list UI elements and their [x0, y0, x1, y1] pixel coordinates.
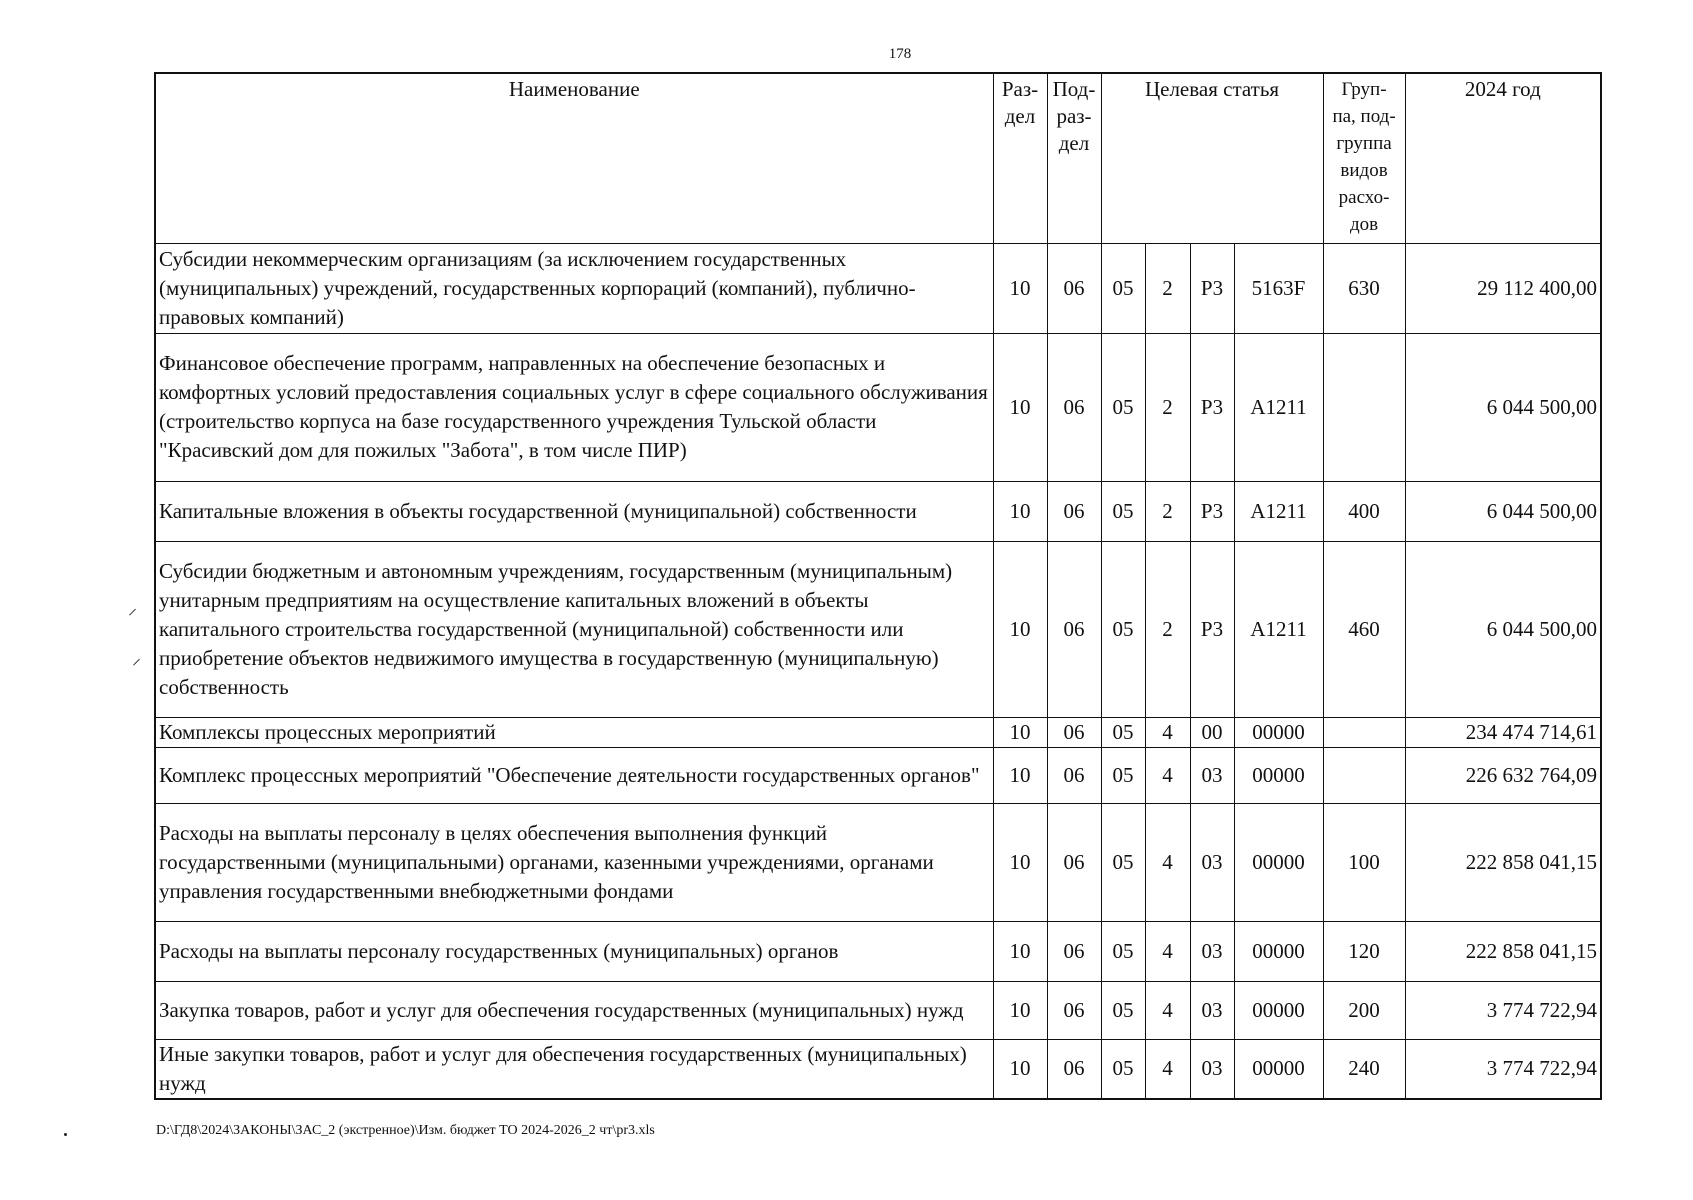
- header-gruppa-vidov-raskhodov: Груп- па, под- группа видов расхо- дов: [1323, 73, 1405, 243]
- row-amount: 226 632 764,09: [1405, 747, 1601, 803]
- row-name: Расходы на выплаты персоналу государственных (муниципальных) органов: [155, 921, 993, 981]
- row-tselevaya-1: 05: [1101, 541, 1145, 717]
- row-tselevaya-3: 03: [1190, 747, 1234, 803]
- row-razdel: 10: [993, 243, 1047, 333]
- row-tselevaya-1: 05: [1101, 981, 1145, 1039]
- row-tselevaya-1: 05: [1101, 803, 1145, 921]
- row-vid-raskhodov: 630: [1323, 243, 1405, 333]
- row-razdel: 10: [993, 747, 1047, 803]
- budget-table: [154, 72, 1602, 1100]
- row-amount: 222 858 041,15: [1405, 803, 1601, 921]
- row-tselevaya-2: 4: [1145, 921, 1190, 981]
- row-amount: 6 044 500,00: [1405, 481, 1601, 541]
- row-amount: 6 044 500,00: [1405, 541, 1601, 717]
- table-row: [155, 981, 1601, 1039]
- header-year: 2024 год: [1405, 73, 1601, 243]
- margin-mark: ⸝: [128, 598, 137, 618]
- row-podrazdel: 06: [1047, 243, 1101, 333]
- margin-mark: ⸝: [132, 648, 141, 668]
- row-vid-raskhodov: [1323, 747, 1405, 803]
- header-podrazdel: Под- раз- дел: [1047, 73, 1101, 243]
- row-tselevaya-2: 4: [1145, 803, 1190, 921]
- row-vid-raskhodov: [1323, 717, 1405, 747]
- row-tselevaya-4: 00000: [1234, 1039, 1323, 1099]
- row-tselevaya-1: 05: [1101, 1039, 1145, 1099]
- table-header-row: [155, 73, 1601, 243]
- header-tselevaya-statya: Целевая статья: [1101, 73, 1323, 243]
- row-razdel: 10: [993, 717, 1047, 747]
- row-podrazdel: 06: [1047, 803, 1101, 921]
- row-tselevaya-2: 2: [1145, 541, 1190, 717]
- row-razdel: 10: [993, 803, 1047, 921]
- row-podrazdel: 06: [1047, 1039, 1101, 1099]
- table-row: [155, 803, 1601, 921]
- table-row: [155, 333, 1601, 481]
- row-vid-raskhodov: 460: [1323, 541, 1405, 717]
- row-tselevaya-4: 5163F: [1234, 243, 1323, 333]
- row-podrazdel: 06: [1047, 333, 1101, 481]
- row-name: Иные закупки товаров, работ и услуг для обеспечения государственных (муниципальных) нужд: [155, 1039, 993, 1099]
- row-tselevaya-4: 00000: [1234, 803, 1323, 921]
- row-podrazdel: 06: [1047, 481, 1101, 541]
- row-tselevaya-1: 05: [1101, 747, 1145, 803]
- page-number: 178: [888, 46, 912, 62]
- row-tselevaya-3: 03: [1190, 1039, 1234, 1099]
- row-tselevaya-3: Р3: [1190, 333, 1234, 481]
- row-vid-raskhodov: 200: [1323, 981, 1405, 1039]
- row-tselevaya-4: 00000: [1234, 921, 1323, 981]
- row-name: Закупка товаров, работ и услуг для обеспечения государственных (муниципальных) нужд: [155, 981, 993, 1039]
- row-amount: 29 112 400,00: [1405, 243, 1601, 333]
- row-tselevaya-3: Р3: [1190, 541, 1234, 717]
- row-amount: 234 474 714,61: [1405, 717, 1601, 747]
- table-row: [155, 243, 1601, 333]
- row-tselevaya-1: 05: [1101, 717, 1145, 747]
- row-vid-raskhodov: 100: [1323, 803, 1405, 921]
- header-name: Наименование: [155, 73, 993, 243]
- row-tselevaya-4: 00000: [1234, 747, 1323, 803]
- row-tselevaya-3: Р3: [1190, 243, 1234, 333]
- row-podrazdel: 06: [1047, 921, 1101, 981]
- row-tselevaya-4: 00000: [1234, 981, 1323, 1039]
- row-tselevaya-3: 00: [1190, 717, 1234, 747]
- row-vid-raskhodov: [1323, 333, 1405, 481]
- row-tselevaya-1: 05: [1101, 481, 1145, 541]
- row-amount: 6 044 500,00: [1405, 333, 1601, 481]
- row-tselevaya-4: А1211: [1234, 481, 1323, 541]
- margin-dot: [64, 1133, 67, 1136]
- row-razdel: 10: [993, 481, 1047, 541]
- row-tselevaya-4: А1211: [1234, 541, 1323, 717]
- row-tselevaya-2: 4: [1145, 981, 1190, 1039]
- row-name: Финансовое обеспечение программ, направленных на обеспечение безопасных и комфортных условий предоставления социальных услуг в сфере социального обслуживания (строительство корпуса на базе государственного учреждения Тульской области "Красивский дом для пожилых "Забота", в том числе ПИР): [155, 333, 993, 481]
- row-podrazdel: 06: [1047, 717, 1101, 747]
- table-row: [155, 921, 1601, 981]
- row-name: Субсидии некоммерческим организациям (за исключением государственных (муниципальных) учреждений, государственных корпораций (компаний), публично-правовых компаний): [155, 243, 993, 333]
- row-tselevaya-4: А1211: [1234, 333, 1323, 481]
- row-tselevaya-3: Р3: [1190, 481, 1234, 541]
- row-name: Комплекс процессных мероприятий "Обеспечение деятельности государственных органов": [155, 747, 993, 803]
- row-razdel: 10: [993, 921, 1047, 981]
- row-razdel: 10: [993, 333, 1047, 481]
- header-razdel: Раз- дел: [993, 73, 1047, 243]
- row-name: Капитальные вложения в объекты государственной (муниципальной) собственности: [155, 481, 993, 541]
- table-row: [155, 747, 1601, 803]
- table-row: [155, 717, 1601, 747]
- row-tselevaya-2: 4: [1145, 717, 1190, 747]
- row-razdel: 10: [993, 1039, 1047, 1099]
- row-tselevaya-1: 05: [1101, 243, 1145, 333]
- row-razdel: 10: [993, 981, 1047, 1039]
- row-tselevaya-3: 03: [1190, 803, 1234, 921]
- row-vid-raskhodov: 240: [1323, 1039, 1405, 1099]
- row-name: Комплексы процессных мероприятий: [155, 717, 993, 747]
- footer-file-path: D:\ГД8\2024\ЗАКОНЫ\ЗАС_2 (экстренное)\Изм. бюджет ТО 2024-2026_2 чт\pr3.xls: [156, 1123, 655, 1138]
- row-name: Субсидии бюджетным и автономным учреждениям, государственным (муниципальным) унитарным предприятиям на осуществление капитальных вложений в объекты капитального строительства государственной (муниципальной) собственности или приобретение объектов недвижимого имущества в государственную (муниципальную) собственность: [155, 541, 993, 717]
- row-podrazdel: 06: [1047, 541, 1101, 717]
- row-vid-raskhodov: 400: [1323, 481, 1405, 541]
- row-tselevaya-1: 05: [1101, 921, 1145, 981]
- row-razdel: 10: [993, 541, 1047, 717]
- row-amount: 3 774 722,94: [1405, 1039, 1601, 1099]
- row-tselevaya-3: 03: [1190, 981, 1234, 1039]
- row-amount: 222 858 041,15: [1405, 921, 1601, 981]
- row-podrazdel: 06: [1047, 981, 1101, 1039]
- row-podrazdel: 06: [1047, 747, 1101, 803]
- row-tselevaya-2: 2: [1145, 333, 1190, 481]
- row-tselevaya-2: 2: [1145, 243, 1190, 333]
- table-row: [155, 481, 1601, 541]
- row-tselevaya-2: 2: [1145, 481, 1190, 541]
- table-row: [155, 1039, 1601, 1099]
- row-name: Расходы на выплаты персоналу в целях обеспечения выполнения функций государственными (муниципальными) органами, казенными учреждениями, органами управления государственными внебюджетными фондами: [155, 803, 993, 921]
- row-tselevaya-2: 4: [1145, 747, 1190, 803]
- row-vid-raskhodov: 120: [1323, 921, 1405, 981]
- row-tselevaya-3: 03: [1190, 921, 1234, 981]
- table-row: [155, 541, 1601, 717]
- row-tselevaya-2: 4: [1145, 1039, 1190, 1099]
- row-amount: 3 774 722,94: [1405, 981, 1601, 1039]
- row-tselevaya-1: 05: [1101, 333, 1145, 481]
- row-tselevaya-4: 00000: [1234, 717, 1323, 747]
